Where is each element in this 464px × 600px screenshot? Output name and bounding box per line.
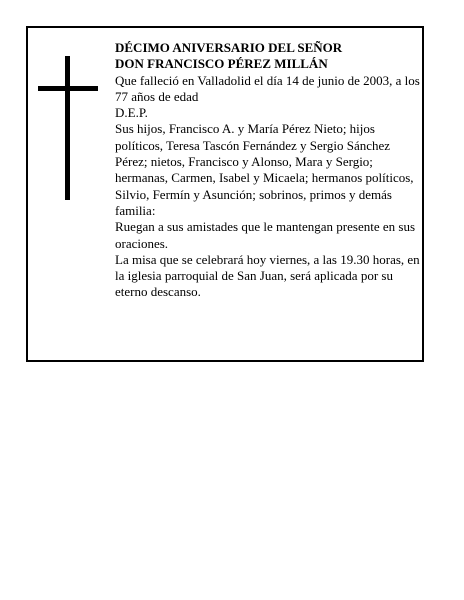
family-list: Sus hijos, Francisco A. y María Pérez Nieto; hijos políticos, Teresa Tascón Fernández y Sergio Sánchez Pérez; nietos, Francisco y Alonso, Mara y Sergio; hermanas, Carmen, Isabel y Micaela; hermanos políticos, Silvio, Fermín y Asunción; sobrinos, primos y demás familia: [115,121,414,218]
rip-text: D.E.P. [115,105,148,121]
cross-vertical-bar [65,56,70,200]
notice-heading-line1: DÉCIMO ANIVERSARIO DEL SEÑOR [115,40,343,55]
cross-horizontal-bar [38,86,98,91]
notice-heading-line2: DON FRANCISCO PÉREZ MILLÁN [115,56,328,72]
cross-icon [38,56,98,200]
notice-text [115,40,421,301]
mass-info: La misa que se celebrará hoy viernes, a las 19.30 horas, en la iglesia parroquial de San Juan, será aplicada por su eterno descanso. [115,251,420,300]
obituary-notice [26,26,424,362]
death-info: Que falleció en Valladolid el día 14 de junio de 2003, a los 77 años de edad [115,72,420,104]
prayer-request: Ruegan a sus amistades que le mantengan presente en sus oraciones. [115,219,415,251]
